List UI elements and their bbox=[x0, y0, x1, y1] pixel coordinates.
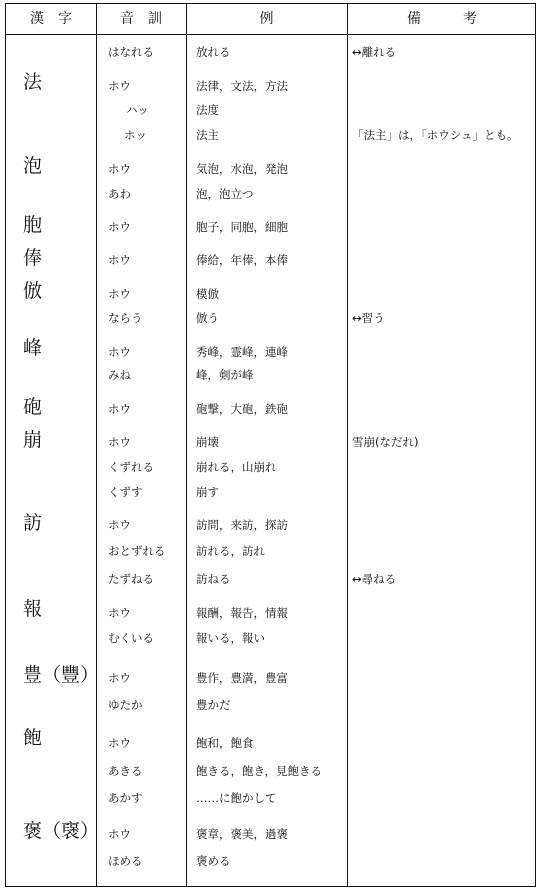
note-cell: ↔離れる bbox=[352, 45, 397, 59]
example-cell: 崩壊 bbox=[196, 435, 219, 449]
example-cell: 放れる bbox=[196, 45, 231, 59]
column-divider bbox=[347, 4, 348, 886]
reading-cell: ハッ bbox=[126, 103, 149, 117]
example-cell: 法主 bbox=[196, 128, 219, 142]
example-cell: 褒める bbox=[196, 854, 231, 868]
reading-cell: むくいる bbox=[108, 631, 154, 645]
column-divider bbox=[186, 4, 187, 886]
kanji-cell: 報 bbox=[23, 598, 43, 620]
kanji-cell: 泡 bbox=[23, 155, 43, 177]
example-cell: ……に飽かして bbox=[196, 791, 277, 805]
reading-cell: ホウ bbox=[108, 220, 131, 234]
kanji-cell: 砲 bbox=[23, 396, 43, 418]
example-cell: 崩れる，山崩れ bbox=[196, 460, 277, 474]
header-divider bbox=[6, 34, 535, 35]
kanji-cell: 法 bbox=[23, 71, 43, 93]
example-cell: 泡，泡立つ bbox=[196, 187, 254, 201]
example-cell: 倣う bbox=[196, 311, 219, 325]
reading-cell: くずす bbox=[108, 485, 143, 499]
example-cell: 崩す bbox=[196, 485, 219, 499]
reading-cell: ホウ bbox=[108, 162, 131, 176]
example-cell: 報酬，報告，情報 bbox=[196, 606, 288, 620]
kanji-cell: 訪 bbox=[23, 512, 43, 534]
reading-cell: ホウ bbox=[108, 736, 131, 750]
example-cell: 飽きる，飽き，見飽きる bbox=[196, 764, 323, 778]
example-cell: 秀峰，霊峰，連峰 bbox=[196, 345, 288, 359]
reading-cell: ホウ bbox=[108, 345, 131, 359]
header-reading: 音 訓 bbox=[120, 11, 162, 27]
reading-cell: ほめる bbox=[108, 854, 143, 868]
example-cell: 報いる，報い bbox=[196, 631, 265, 645]
kanji-cell: 倣 bbox=[23, 280, 43, 302]
kanji-cell: 俸 bbox=[23, 247, 43, 269]
reading-cell: ホウ bbox=[108, 518, 131, 532]
example-cell: 訪問，来訪，探訪 bbox=[196, 518, 288, 532]
example-cell: 模倣 bbox=[196, 287, 219, 301]
note-cell: 雪崩(なだれ) bbox=[352, 435, 419, 449]
reading-cell: ホウ bbox=[108, 827, 131, 841]
kanji-cell: 胞 bbox=[23, 214, 43, 236]
example-cell: 法律，文法，方法 bbox=[196, 79, 288, 93]
example-cell: 砲撃，大砲，鉄砲 bbox=[196, 402, 288, 416]
reading-cell: みね bbox=[108, 368, 131, 382]
example-cell: 訪ねる bbox=[196, 572, 231, 586]
example-cell: 訪れる，訪れ bbox=[196, 544, 265, 558]
reading-cell: ホッ bbox=[124, 128, 147, 142]
reading-cell: あきる bbox=[108, 764, 143, 778]
example-cell: 胞子，同胞，細胞 bbox=[196, 220, 288, 234]
example-cell: 峰，剣が峰 bbox=[196, 368, 254, 382]
example-cell: 飽和，飽食 bbox=[196, 736, 254, 750]
example-cell: 気泡，水泡，発泡 bbox=[196, 162, 288, 176]
note-cell: ↔尋ねる bbox=[352, 572, 397, 586]
kanji-cell: 豊（豐） bbox=[23, 664, 100, 686]
column-divider bbox=[96, 4, 97, 886]
example-cell: 豊作，豊満，豊富 bbox=[196, 671, 288, 685]
reading-cell: ホウ bbox=[108, 671, 131, 685]
example-cell: 褒章，褒美，過褒 bbox=[196, 827, 288, 841]
reading-cell: はなれる bbox=[108, 45, 154, 59]
reading-cell: ホウ bbox=[108, 402, 131, 416]
kanji-cell: 崩 bbox=[23, 429, 43, 451]
reading-cell: ホウ bbox=[108, 606, 131, 620]
reading-cell: くずれる bbox=[108, 460, 154, 474]
reading-cell: あかす bbox=[108, 791, 143, 805]
note-cell: ↔習う bbox=[352, 311, 385, 325]
reading-cell: ゆたか bbox=[108, 698, 143, 712]
header-notes: 備 考 bbox=[407, 11, 477, 27]
header-kanji: 漢 字 bbox=[30, 11, 72, 27]
reading-cell: ホウ bbox=[108, 435, 131, 449]
example-cell: 法度 bbox=[196, 103, 219, 117]
example-cell: 俸給，年俸，本俸 bbox=[196, 253, 288, 267]
reading-cell: ホウ bbox=[108, 287, 131, 301]
example-cell: 豊かだ bbox=[196, 698, 231, 712]
reading-cell: ホウ bbox=[108, 253, 131, 267]
reading-cell: たずねる bbox=[108, 572, 154, 586]
note-cell: 「法主」は，「ホウシュ」とも。 bbox=[352, 128, 519, 142]
kanji-reading-table bbox=[5, 3, 536, 887]
reading-cell: おとずれる bbox=[108, 544, 166, 558]
reading-cell: ホウ bbox=[108, 79, 131, 93]
kanji-cell: 飽 bbox=[23, 727, 43, 749]
kanji-cell: 峰 bbox=[23, 337, 43, 359]
kanji-cell: 褒（襃） bbox=[23, 820, 100, 842]
header-example: 例 bbox=[259, 11, 274, 27]
reading-cell: あわ bbox=[108, 187, 131, 201]
reading-cell: ならう bbox=[108, 311, 143, 325]
